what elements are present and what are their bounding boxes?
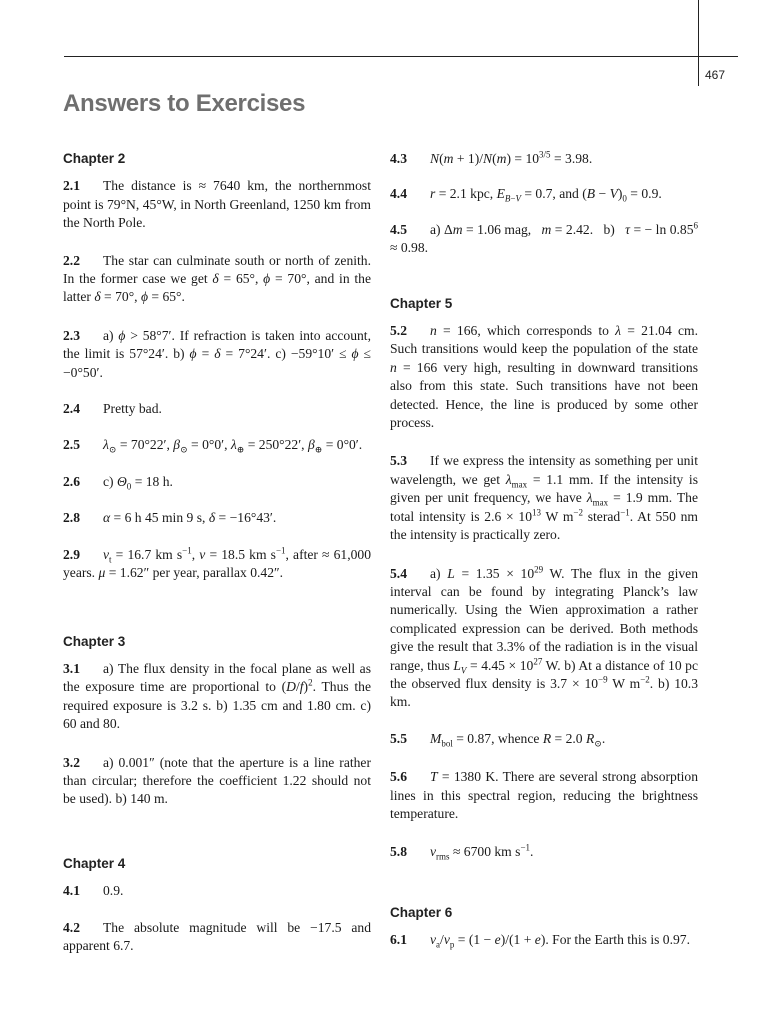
answer-text: α = 6 h 45 min 9 s, δ = −16°43′.: [103, 510, 277, 526]
answer-5-2: [390, 322, 698, 432]
answer-text: $v_t = 16.7$ km $s^{-1}$, v = 18.5 km $s^{-1}$, after ≈ 61,000 years. μ = 1.62″ per year, parallax 0.42″.: [63, 545, 372, 581]
chapter-heading: Chapter 6: [390, 904, 453, 920]
answer-text: $v_{rms} \approx 6700$ km $s^{-1}$.: [430, 842, 534, 863]
answer-number: 2.1: [63, 178, 80, 194]
answer-number: 2.8: [63, 510, 80, 526]
chapter-heading: Chapter 2: [63, 151, 126, 166]
answer-4-2: [63, 919, 371, 956]
answer-number: 2.3: [63, 327, 80, 343]
answer-2-2: [63, 252, 371, 307]
header-rule: [64, 56, 738, 57]
answer-number: 2.4: [63, 401, 80, 417]
answer-5-4: [390, 565, 698, 712]
answer-text: Pretty bad.: [103, 401, 162, 417]
answer-number: 6.1: [390, 932, 407, 948]
answer-2-3: [63, 327, 371, 382]
answer-number: 2.6: [63, 473, 80, 489]
answer-2-8: [63, 509, 371, 527]
answer-2-4: [63, 400, 371, 418]
answer-number: 5.8: [390, 844, 407, 860]
answer-text: $\lambda_⊙ = 70^\circ 22'$, $\beta_⊙ = 0^\circ 0'$, $\lambda_\oplus = 250^\circ 22'$, $\beta_\oplus = 0^\circ 0'$.: [103, 437, 363, 456]
answer-2-9: [63, 546, 371, 583]
answer-5-6: [390, 768, 698, 823]
answer-text: The distance is ≈ 7640 km, the northernmost point is 79°N, 45°W, in North Greenland, 1250 km from the North Pole.: [63, 178, 371, 231]
chapter-heading: Chapter 5: [390, 295, 453, 311]
answer-number: 5.3: [390, 453, 407, 469]
answer-number: 4.1: [63, 883, 80, 899]
answer-number: 5.5: [390, 730, 407, 746]
answer-2-5: [63, 436, 371, 454]
answer-5-3: [390, 452, 698, 544]
answer-text: a) ϕ > 58°7′. If refraction is taken into account, the limit is 57°24′. b) ϕ = δ = 7°24′. c) −59°10′ ≤ ϕ ≤ −0°50′.: [63, 327, 372, 380]
answer-text: The absolute magnitude will be −17.5 and apparent 6.7.: [63, 919, 371, 953]
answer-3-2: [63, 754, 371, 809]
answer-text: 0.9.: [103, 883, 124, 899]
chapter-heading: Chapter 3: [63, 633, 126, 649]
answer-text: $M_{bol} = 0.87$, whence R = 2.0 $R_⊙$.: [430, 730, 606, 749]
answer-number: 2.2: [63, 252, 80, 268]
answer-number: 2.9: [63, 546, 80, 562]
answer-text: The star can culminate south or north of zenith. In the former case we get δ = 65°, ϕ = 70°, and in the latter δ = 70°, ϕ = 65°.: [63, 252, 371, 305]
answer-number: 4.2: [63, 919, 80, 935]
answer-text: If we express the intensity as something per unit wavelength, we get $\lambda_{max} = 1.1$ mm. If the intensity is given per unit frequency, we have $\lambda_{max} = 1.9$ mm. The total intensity is $2.6 \times 10^{13}$ W $m^{-2}$ sterad$^{-1}$. At 550 nm the intensity is practically zero.: [390, 453, 699, 543]
left-column: [63, 150, 371, 955]
answer-5-8: [390, 843, 698, 861]
answer-number: 3.2: [63, 754, 80, 770]
answer-2-6: [63, 473, 371, 491]
answer-5-5: [390, 730, 698, 748]
chapter-heading: Chapter 4: [63, 855, 126, 871]
answer-number: 4.5: [390, 221, 407, 237]
answer-text: a) $L = 1.35 \times 10^{29}$ W. The flux in the given interval can be found by integrating Planck’s law numerically. Using the Wien approximation a rather complicated expression can be derived. Both methods give the result that 3.3% of the radiation is in the visual range, thus $L_V = 4.45 \times 10^{27}$ W. b) At a distance of 10 pc the observed flux density is $3.7 \times 10^{-9}$ W $m^{-2}$. b) 10.3 km.: [390, 563, 699, 710]
answer-4-5: [390, 221, 698, 258]
answer-number: 4.3: [390, 151, 407, 166]
answer-text: r = 2.1 kpc, $E_{B-V} = 0.7$, and $(B - V)_0 = 0.9$.: [430, 186, 662, 205]
answer-number: 3.1: [63, 660, 80, 676]
answer-text: a) 0.001″ (note that the aperture is a line rather than circular; therefore the coefficient 1.22 should not be used). b) 140 m.: [63, 754, 371, 807]
answer-4-4: [390, 185, 698, 203]
page-title: Answers to Exercises: [63, 90, 306, 117]
answer-2-1: [63, 177, 371, 232]
answer-text: a) Δm = 1.06 mag, m = 2.42. b) τ = − $\ln 0.85^6 \approx 0.98$.: [390, 220, 698, 256]
answer-4-3: [390, 150, 698, 168]
header-vertical-rule: [698, 0, 699, 86]
right-column: [390, 150, 698, 950]
answer-6-1: [390, 931, 698, 949]
answer-number: 5.6: [390, 769, 407, 785]
answer-number: 5.4: [390, 565, 407, 581]
answer-text: a) The flux density in the focal plane as well as the exposure time are proportional to $(D/f)^2$. Thus the required exposure is 3.2 s. b) 1.35 cm and 1.80 cm. c) 60 and 80.: [63, 660, 371, 732]
page-number: 467: [705, 68, 726, 82]
answer-number: 4.4: [390, 186, 407, 202]
answer-text: n = 166, which corresponds to λ = 21.04 cm. Such transitions would keep the population of the state n = 166 very high, resulting in downward transitions also from this state. Such transitions have not been detected. Hence, the line is produced by some other process.: [390, 323, 698, 431]
answer-number: 2.5: [63, 437, 80, 453]
answer-number: 5.2: [390, 323, 407, 339]
answer-text: $v_a/v_p = (1 - e)/(1 + e)$. For the Earth this is 0.97.: [430, 932, 690, 950]
answer-text: c) $\Theta_0 = 18$ h.: [103, 473, 173, 492]
answer-3-1: [63, 660, 371, 734]
answer-text: $N(m + 1)/N(m) = 10^{3/5} = 3.98$.: [430, 149, 593, 166]
answer-text: T = 1380 K. There are several strong absorption lines in this spectral region, reducing the brightness temperature.: [390, 769, 698, 821]
answer-4-1: [63, 882, 371, 900]
